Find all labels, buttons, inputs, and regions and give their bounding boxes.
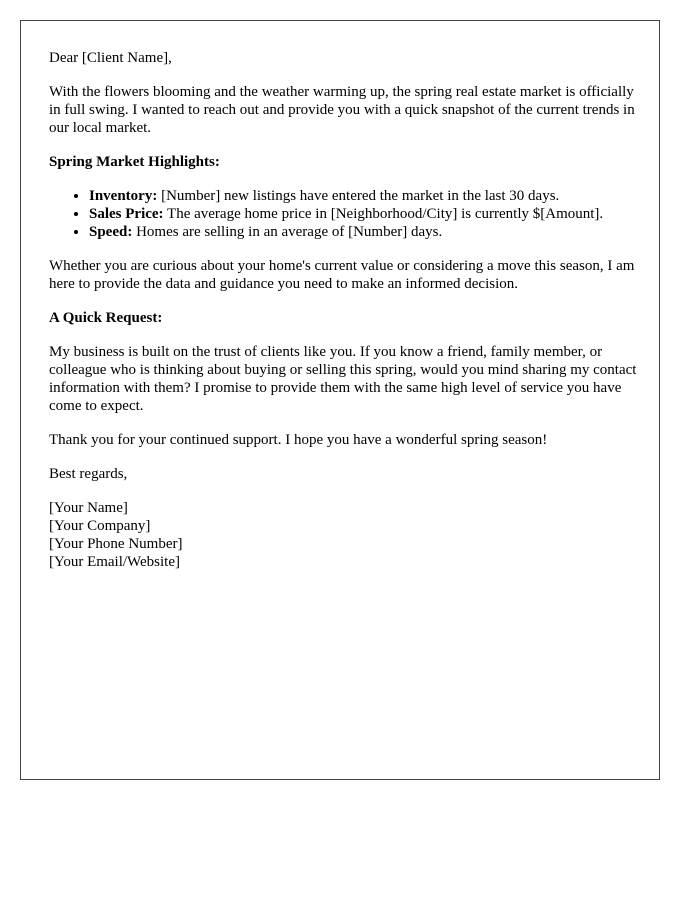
request-heading: A Quick Request: xyxy=(49,310,163,326)
letter-frame xyxy=(20,20,660,780)
letter-body xyxy=(49,49,639,571)
highlight-label: Speed: xyxy=(89,224,133,240)
closing: Best regards, xyxy=(49,466,128,482)
request-paragraph: My business is built on the trust of clients like you. If you know a friend, family member, or colleague who is thinking about buying or selling this spring, would you mind sharing my contact information with them? I promise to provide them with the same high level of service you have come to expect. xyxy=(49,344,637,414)
thanks-paragraph: Thank you for your continued support. I hope you have a wonderful spring season! xyxy=(49,432,548,448)
salutation: Dear [Client Name], xyxy=(49,50,172,66)
signature-company: [Your Company] xyxy=(49,518,151,534)
value-paragraph: Whether you are curious about your home's current value or considering a move this season, I am here to provide the data and guidance you need to make an informed decision. xyxy=(49,258,635,292)
highlight-text: Homes are selling in an average of [Number] days. xyxy=(136,224,443,240)
signature-name: [Your Name] xyxy=(49,500,128,516)
highlight-label: Inventory: xyxy=(89,188,158,204)
signature-phone: [Your Phone Number] xyxy=(49,536,183,552)
signature-email-website: [Your Email/Website] xyxy=(49,554,181,570)
highlights-heading: Spring Market Highlights: xyxy=(49,154,220,170)
highlight-text: [Number] new listings have entered the market in the last 30 days. xyxy=(161,188,560,204)
highlights-list xyxy=(49,187,639,241)
highlight-sales-price xyxy=(89,205,639,223)
highlight-inventory xyxy=(89,187,639,205)
intro-paragraph: With the flowers blooming and the weather warming up, the spring real estate market is officially in full swing. I wanted to reach out and provide you with a quick snapshot of the current trends in our local market. xyxy=(49,84,635,136)
highlight-speed xyxy=(89,223,639,241)
highlight-text: The average home price in [Neighborhood/City] is currently $[Amount]. xyxy=(167,206,604,222)
signature-block xyxy=(49,499,639,571)
highlight-label: Sales Price: xyxy=(89,206,164,222)
